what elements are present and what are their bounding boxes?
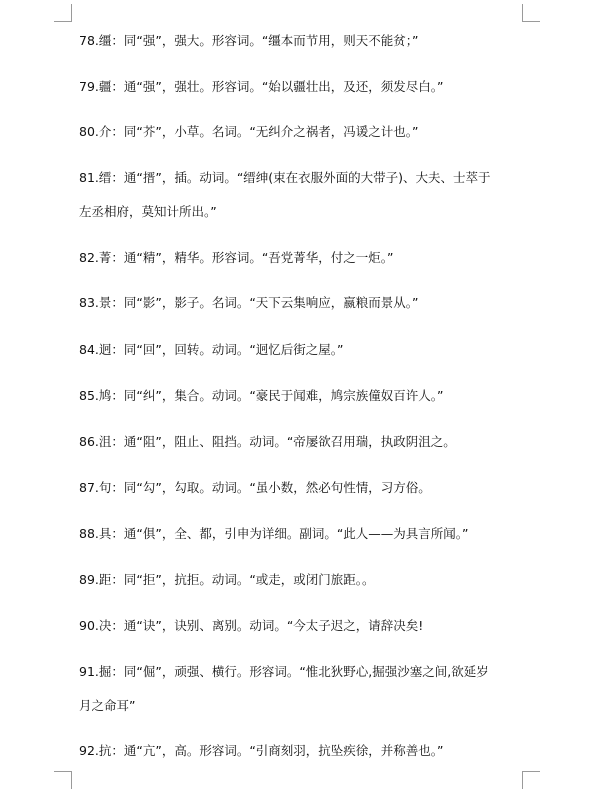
crop-mark-top-left-vertical	[71, 4, 72, 22]
crop-mark-bottom-left-horizontal	[54, 771, 72, 772]
entry-79: 79.疆：通“强”，强壮。形容词。“始以疆壮出，及还，须发尽白。”	[79, 79, 444, 94]
entry-84: 84.迥：同“回”，回转。动词。“迥忆后街之屋。”	[79, 342, 344, 357]
entry-87: 87.句：同“勾”，勾取。动词。“虽小数，然必句性情，习方俗。	[79, 480, 431, 495]
crop-mark-bottom-right-vertical	[522, 771, 523, 789]
entry-81: 81.缙：通“搢”，插。动词。“缙绅(束在衣服外面的大带子)、大夫、士萃于	[79, 170, 491, 185]
crop-mark-top-right-horizontal	[522, 21, 540, 22]
entry-91-continued: 月之命耳”	[79, 698, 136, 713]
entry-78: 78.缰：同“强”，强大。形容词。“缰本而节用，则天不能贫；”	[79, 33, 419, 48]
entry-91: 91.掘：同“倔”，顽强、横行。形容词。“惟北狄野心,掘强沙塞之间,欲延岁	[79, 664, 489, 679]
crop-mark-top-left-horizontal	[54, 21, 72, 22]
crop-mark-bottom-right-horizontal	[522, 771, 540, 772]
crop-mark-bottom-left-vertical	[71, 771, 72, 789]
entry-81-continued: 左丞相府，莫知计所出。”	[79, 204, 217, 219]
crop-mark-top-right-vertical	[522, 4, 523, 22]
entry-88: 88.具：通“俱”，全、都，引申为详细。副词。“此人——为具言所闻。”	[79, 526, 469, 541]
entry-90: 90.决：通“诀”，诀别、离别。动词。“今太子迟之，请辞决矣!	[79, 618, 424, 633]
entry-83: 83.景：同“影”，影子。名词。“天下云集响应，嬴粮而景从。”	[79, 295, 419, 310]
entry-82: 82.菁：通“精”，精华。形容词。“吾党菁华，付之一炬。”	[79, 250, 394, 265]
entry-92: 92.抗：通“亢”，高。形容词。“引商刻羽，抗坠疾徐，并称善也。”	[79, 743, 444, 758]
entry-80: 80.介：同“芥”，小草。名词。“无纠介之祸者，冯谖之计也。”	[79, 124, 419, 139]
entry-86: 86.沮：通“阻”，阻止、阻挡。动词。“帝屡欲召用瑞，执政阴沮之。	[79, 434, 456, 449]
entry-85: 85.鸠：同“纠”，集合。动词。“豪民于闻难，鸠宗族僮奴百许人。”	[79, 388, 444, 403]
entry-89: 89.距：同“拒”，抗拒。动词。“或走，或闭门旅距。。	[79, 572, 375, 587]
